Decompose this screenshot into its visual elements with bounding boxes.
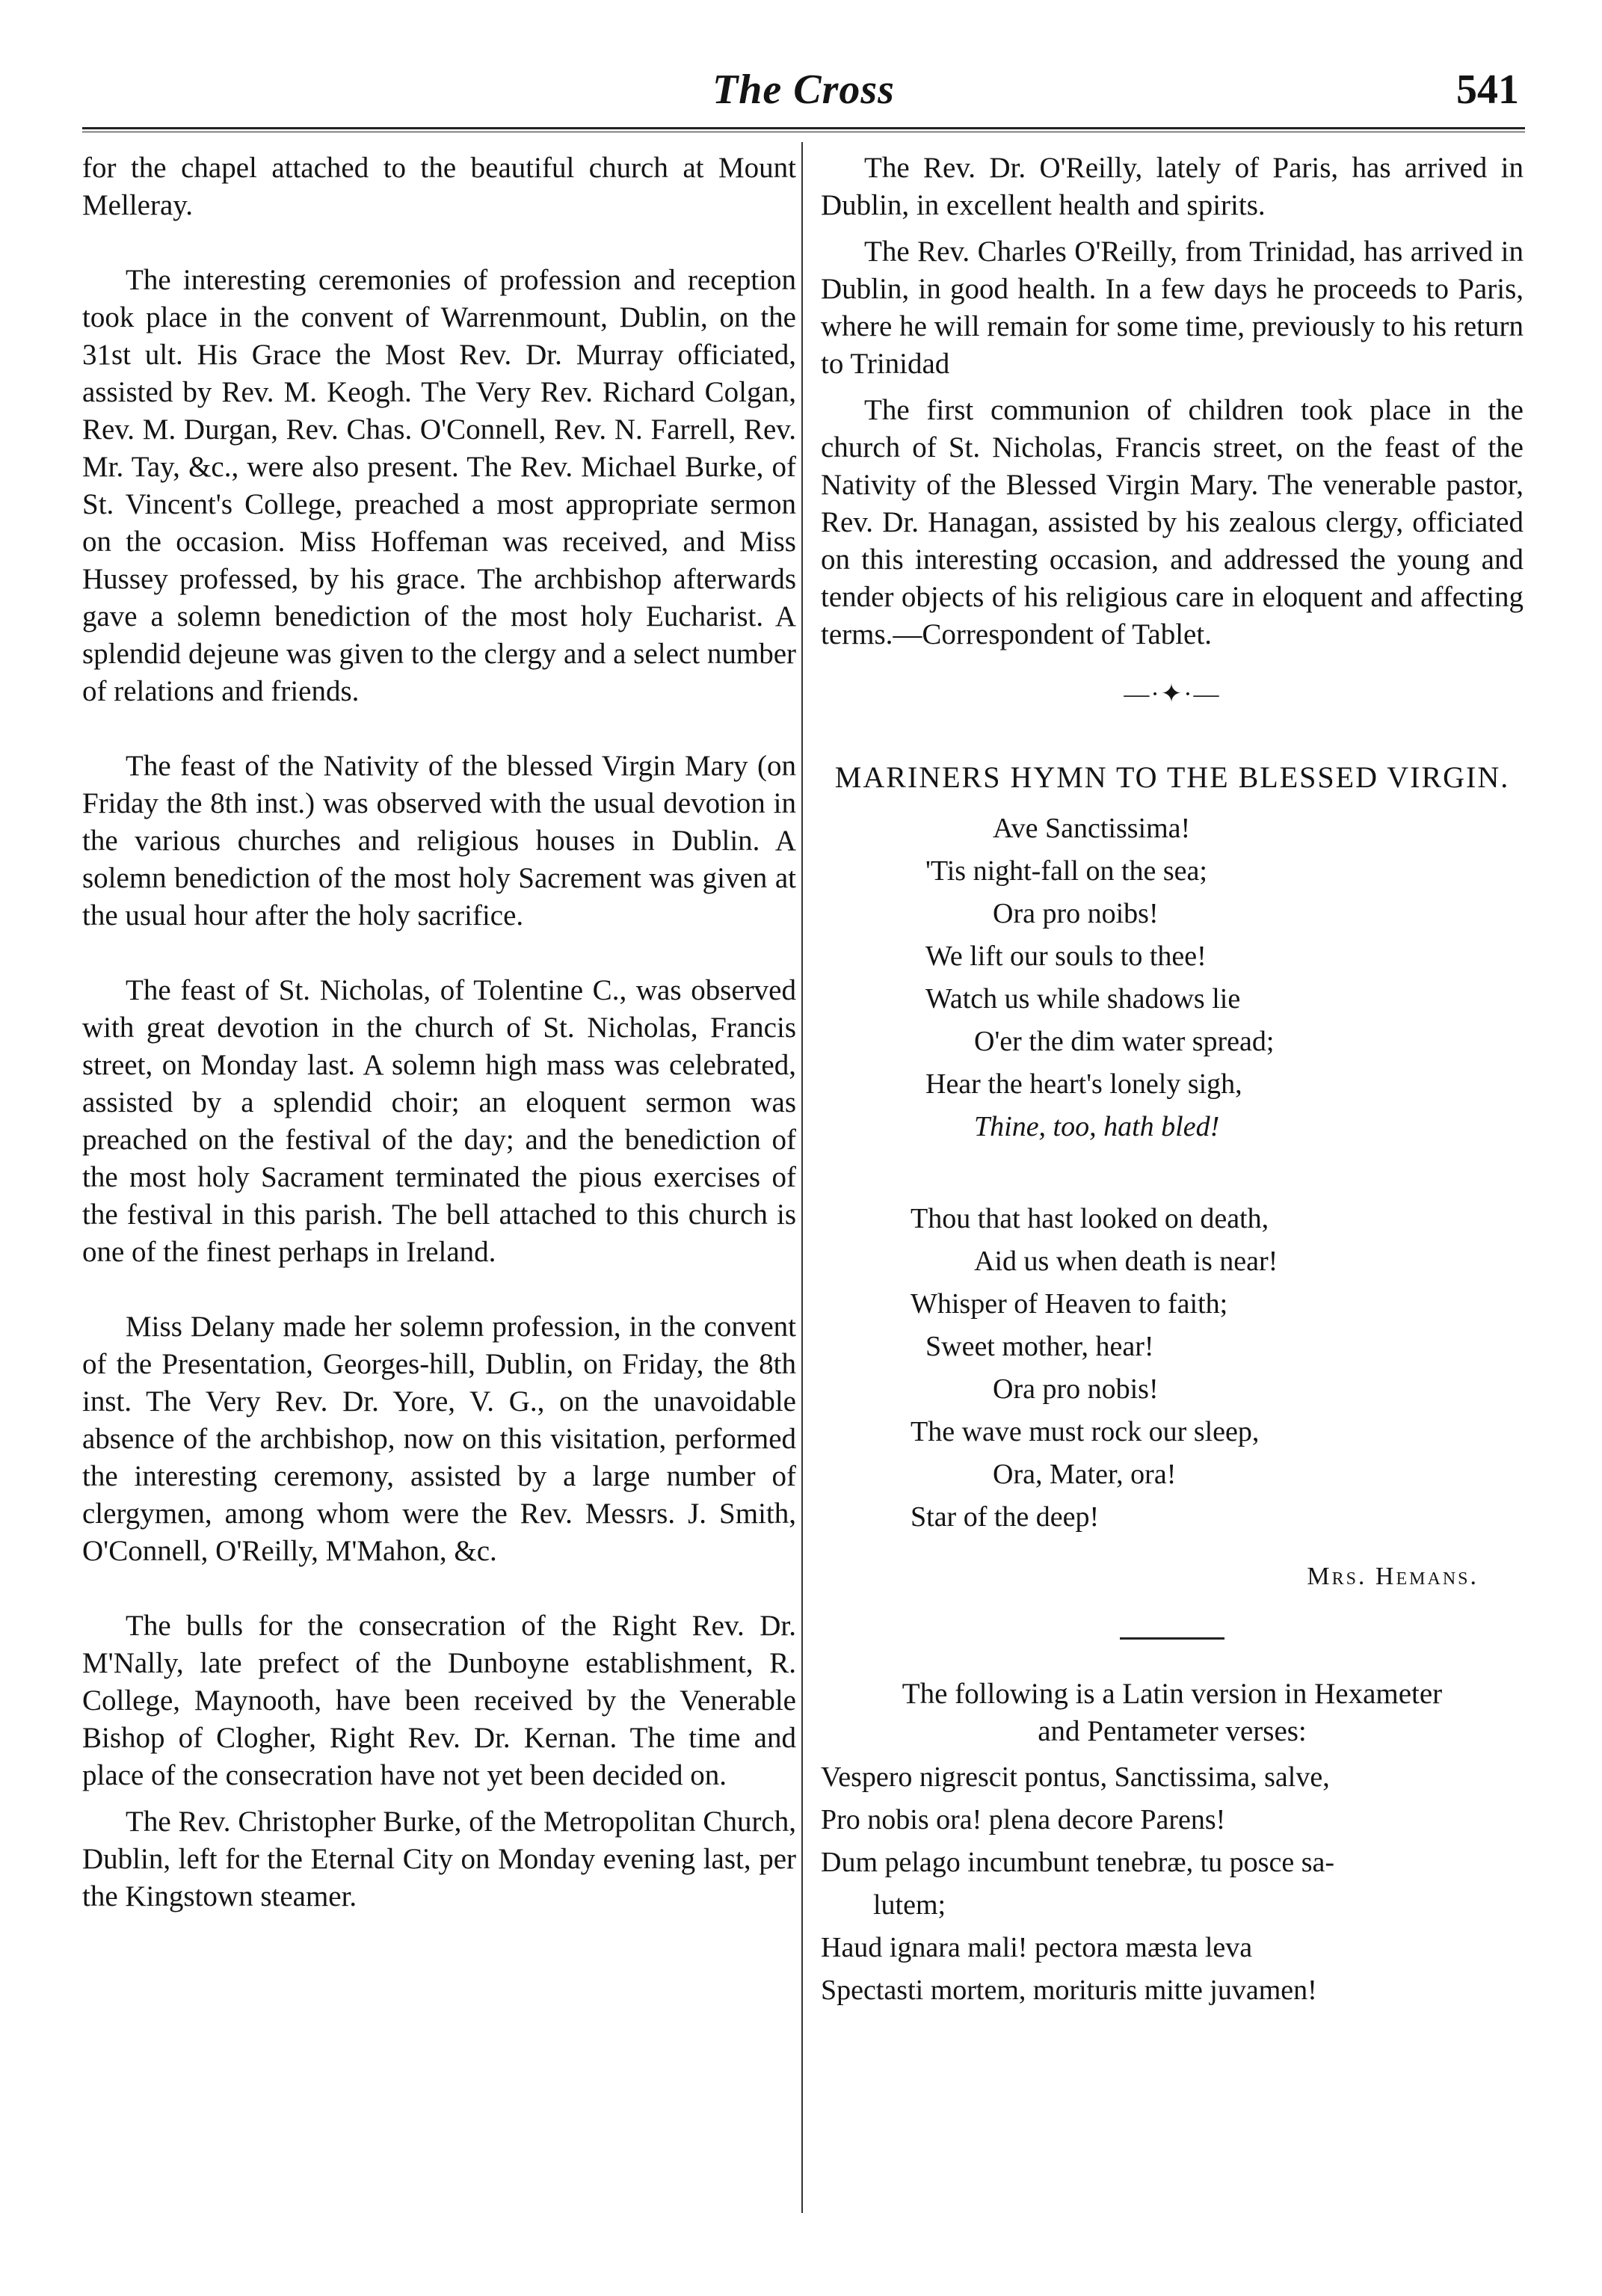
poem-line: Hear the heart's lonely sigh, <box>925 1068 1242 1100</box>
section-ornament: —·✦·— <box>1124 680 1221 708</box>
latin-intro-line: and Pentameter verses: <box>1038 1715 1307 1747</box>
latin-intro-line: The following is a Latin version in Hexameter <box>902 1678 1443 1710</box>
news-paragraph: The interesting ceremonies of profession and reception took place in the convent of Warrenmount, Dublin, on the 31st ult. His Grace the Most Rev. Dr. Murray officiated, assisted by Rev. M. Keogh. The Very Rev. Richard Colgan, Rev. M. Durgan, Rev. Chas. O'Connell, Rev. N. Farrell, Rev. Mr. Tay, &c., were also present. The Rev. Michael Burke, of St. Vincent's College, preached a most appropriate sermon on the occasion. Miss Hoffeman was received, and Miss Hussey professed, by his grace. The archbishop afterwards gave a solemn benediction of the most holy Eucharist. A splendid dejeune was given to the clergy and a select number of relations and friends. <box>82 264 796 707</box>
latin-verse-line: Haud ignara mali! pectora mæsta leva <box>821 1932 1253 1963</box>
latin-verse-line: lutem; <box>873 1889 946 1921</box>
poem-line: Ora, Mater, ora! <box>993 1459 1177 1490</box>
poem-line: Star of the deep! <box>911 1501 1100 1533</box>
right-column <box>821 150 1524 2012</box>
poem-line: The wave must rock our sleep, <box>911 1416 1260 1447</box>
poem-line: O'er the dim water spread; <box>974 1026 1275 1057</box>
running-title: The Cross <box>712 67 895 113</box>
news-paragraph: The bulls for the consecration of the Right Rev. Dr. M'Nally, late prefect of the Dunboyne establishment, R. College, Maynooth, have been received by the Venerable Bishop of Clogher, Right Rev. Dr. Kernan. The time and place of the consecration have not yet been decided on. <box>82 1610 796 1791</box>
poem-line: Aid us when death is near! <box>974 1246 1278 1277</box>
news-paragraph: The first communion of children took place in the church of St. Nicholas, Francis street, on the feast of the Nativity of the Blessed Virgin Mary. The venerable pastor, Rev. Dr. Hanagan, assisted by his zealous clergy, officiated on this interesting occasion, and addressed the young and tender objects of his religious care in eloquent and affecting terms.—Correspondent of Tablet. <box>821 394 1524 650</box>
news-paragraph: The Rev. Charles O'Reilly, from Trinidad, has arrived in Dublin, in good health. In a few days he proceeds to Paris, where he will remain for some time, previously to his return to Trinidad <box>821 236 1524 380</box>
news-paragraph: The Rev. Dr. O'Reilly, lately of Paris, has arrived in Dublin, in excellent health and spirits. <box>821 152 1524 221</box>
latin-verse-line: Dum pelago incumbunt tenebræ, tu posce sa- <box>821 1847 1335 1878</box>
poem-line: Ave Sanctissima! <box>993 813 1191 844</box>
latin-verse-line: Pro nobis ora! plena decore Parens! <box>821 1804 1226 1835</box>
poem-line: Thou that hast looked on death, <box>911 1203 1269 1234</box>
news-paragraph: for the chapel attached to the beautiful church at Mount Melleray. <box>82 152 796 221</box>
poem-line: Ora pro nobis! <box>993 1373 1159 1405</box>
section-rule <box>1120 1637 1224 1640</box>
header-rule <box>82 127 1525 132</box>
latin-verse-line: Vespero nigrescit pontus, Sanctissima, salve, <box>821 1761 1330 1793</box>
poem-line: Ora pro noibs! <box>993 898 1159 929</box>
poem <box>911 807 1524 1539</box>
news-paragraph: The feast of St. Nicholas, of Tolentine C., was observed with great devotion in the church of St. Nicholas, Francis street, on Monday last. A solemn high mass was celebrated, assisted by a splendid choir; an eloquent sermon was preached on the festival of the day; and the benediction of the most holy Sacrament terminated the pious exercises of the festival in this parish. The bell attached to this church is one of the finest perhaps in Ireland. <box>82 974 796 1268</box>
news-paragraph: The Rev. Christopher Burke, of the Metropolitan Church, Dublin, left for the Eternal City on Monday evening last, per the Kingstown steamer. <box>82 1806 796 1912</box>
poem-author: Mrs. Hemans. <box>1307 1563 1479 1590</box>
poem-line: Watch us while shadows lie <box>925 983 1241 1015</box>
running-head <box>82 66 1525 126</box>
column-divider <box>801 142 803 2213</box>
poem-line: Sweet mother, hear! <box>925 1331 1154 1362</box>
stanza-break <box>911 1148 1524 1198</box>
poem-title: MARINERS HYMN TO THE BLESSED VIRGIN. <box>834 760 1510 794</box>
news-paragraph: Miss Delany made her solemn profession, in the convent of the Presentation, Georges-hill, Dublin, on Friday, the 8th inst. The Very Rev. Dr. Yore, V. G., on the unavoidable absence of the archbishop, now on this visitation, performed the interesting ceremony, assisted by a large number of clergymen, among whom were the Rev. Messrs. J. Smith, O'Connell, O'Reilly, M'Mahon, &c. <box>82 1311 796 1567</box>
poem-line: We lift our souls to thee! <box>925 941 1207 972</box>
page-number: 541 <box>1456 67 1519 113</box>
news-paragraph: The feast of the Nativity of the blessed Virgin Mary (on Friday the 8th inst.) was observed with the usual devotion in the various churches and religious houses in Dublin. A solemn benediction of the most holy Sacrement was given at the usual hour after the holy sacrifice. <box>82 750 796 932</box>
poem-line: Thine, too, hath bled! <box>974 1111 1220 1142</box>
latin-verses <box>821 1756 1524 2012</box>
latin-verse-line: Spectasti mortem, morituris mitte juvamen! <box>821 1975 1317 2006</box>
poem-line: Whisper of Heaven to faith; <box>911 1288 1228 1320</box>
poem-line: 'Tis night-fall on the sea; <box>925 855 1207 887</box>
left-column <box>82 150 796 1953</box>
